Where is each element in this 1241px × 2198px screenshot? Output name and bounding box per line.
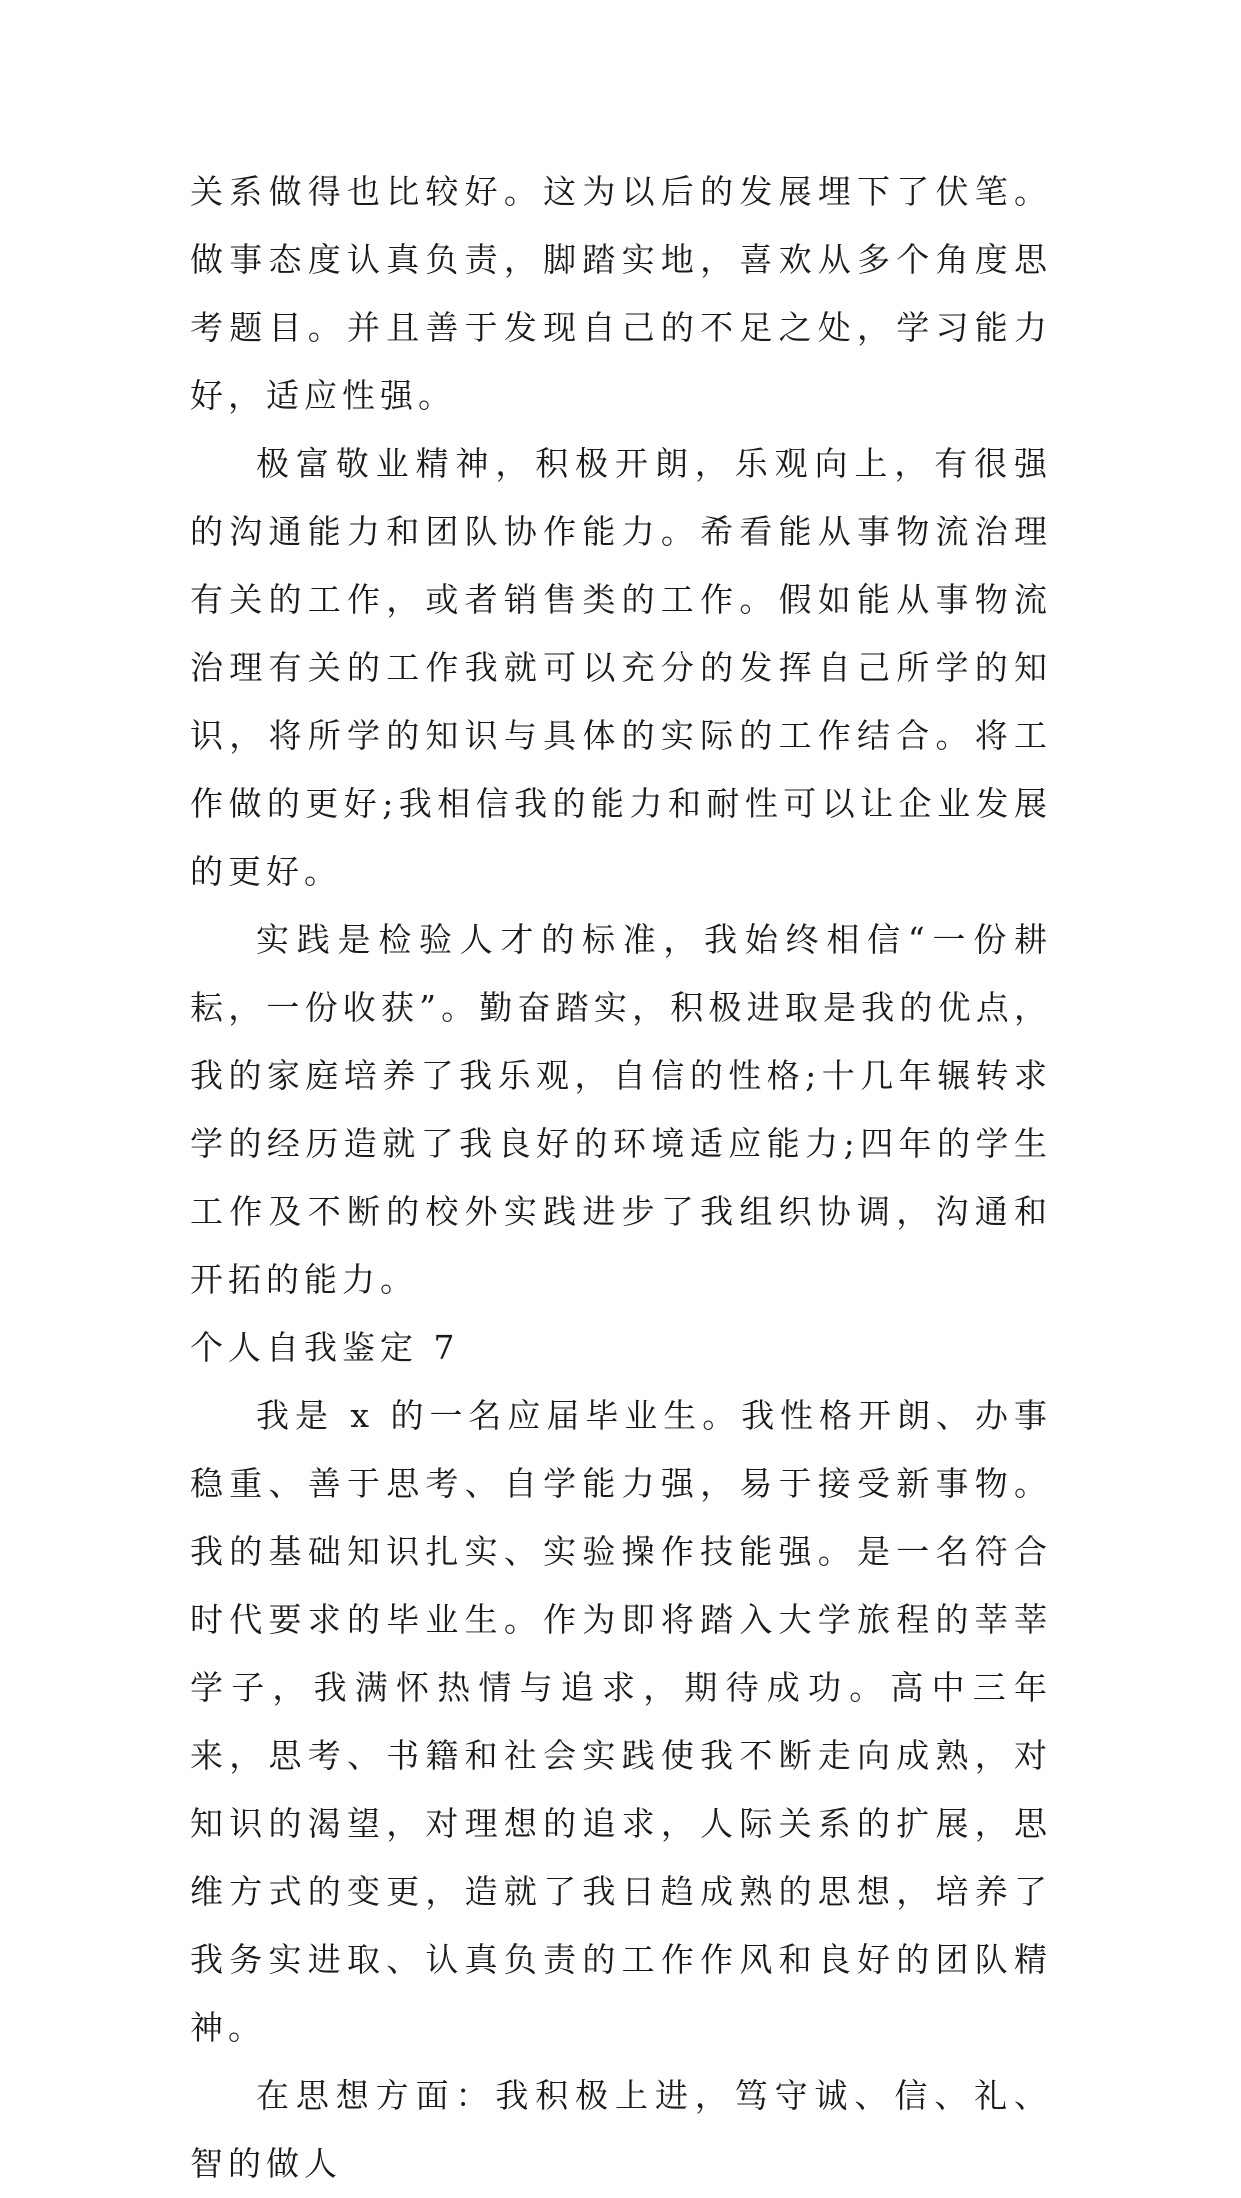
paragraph-introduction: 我是 x 的一名应届毕业生。我性格开朗、办事稳重、善于思考、自学能力强，易于接受新事物。我的基础知识扎实、实验操作技能强。是一名符合时代要求的毕业生。作为即将踏入大学旅程的莘莘学子，我满怀热情与追求，期待成功。高中三年来，思考、书籍和社会实践使我不断走向成熟，对知识的渴望，对理想的追求，人际关系的扩展，思维方式的变更，造就了我日趋成熟的思想，培养了我务实进取、认真负责的工作作风和良好的团队精神。: [190, 1396, 1052, 2047]
document-body: [190, 158, 1052, 2198]
paragraph-thought: 在思想方面：我积极上进，笃守诚、信、礼、智的做人: [190, 2076, 1052, 2183]
paragraph-continued: 关系做得也比较好。这为以后的发展埋下了伏笔。做事态度认真负责，脚踏实地，喜欢从多个角度思考题目。并且善于发现自己的不足之处，学习能力好，适应性强。: [190, 172, 1052, 415]
paragraph-dedication: 极富敬业精神，积极开朗，乐观向上，有很强的沟通能力和团队协作能力。希看能从事物流治理有关的工作，或者销售类的工作。假如能从事物流治理有关的工作我就可以充分的发挥自己所学的知识，将所学的知识与具体的实际的工作结合。将工作做的更好;我相信我的能力和耐性可以让企业发展的更好。: [190, 444, 1052, 891]
section-heading: 个人自我鉴定 7: [190, 1328, 460, 1367]
paragraph-practice: 实践是检验人才的标准，我始终相信“一份耕耘，一份收获”。勤奋踏实，积极进取是我的优点，我的家庭培养了我乐观，自信的性格;十几年辗转求学的经历造就了我良好的环境适应能力;四年的学生工作及不断的校外实践进步了我组织协调，沟通和开拓的能力。: [190, 920, 1052, 1299]
